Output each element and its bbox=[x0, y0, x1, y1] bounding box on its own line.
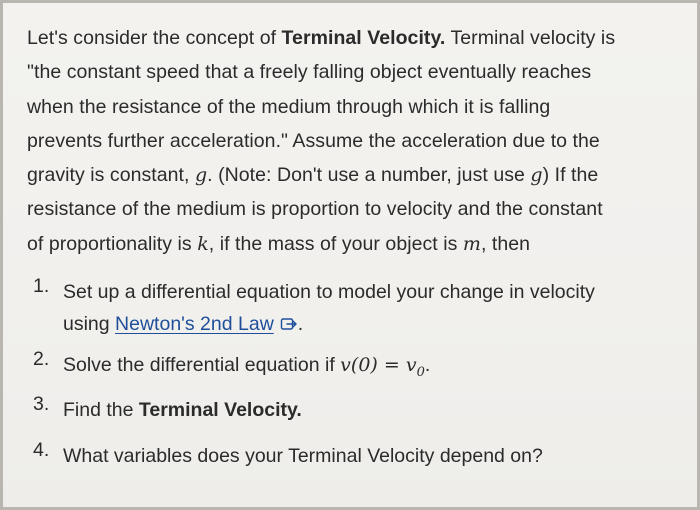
external-link-icon[interactable] bbox=[280, 309, 298, 343]
intro-line-2: "the constant speed that a freely falling object eventually reaches bbox=[27, 61, 592, 84]
list-text: Find the Terminal Velocity. bbox=[63, 399, 302, 421]
math-g: g bbox=[530, 164, 543, 187]
list-number: 1. bbox=[33, 275, 50, 297]
math-k: k bbox=[197, 232, 209, 255]
term-terminal-velocity: Terminal Velocity. bbox=[281, 27, 446, 49]
list-text-continued: using Newton's 2nd Law . bbox=[63, 307, 303, 343]
math-g: g bbox=[194, 164, 208, 187]
list-number: 4. bbox=[33, 439, 50, 461]
initial-condition-math: $v(0) = v_0$ bbox=[340, 354, 425, 380]
list-number: 2. bbox=[33, 348, 50, 370]
list-text: What variables does your Terminal Velocity depend on? bbox=[63, 445, 543, 467]
intro-line-4: prevents further acceleration." Assume the acceleration due to the bbox=[27, 129, 600, 152]
intro-line-1: Let's consider the concept of Terminal Velocity. Terminal velocity is bbox=[27, 27, 616, 49]
newtons-2nd-law-link[interactable]: Newton's 2nd Law bbox=[115, 313, 274, 335]
list-number: 3. bbox=[33, 393, 50, 415]
intro-line-3: when the resistance of the medium through which it is falling bbox=[27, 95, 551, 118]
intro-line-7: of proportionality is k, if the mass of your object is m, then bbox=[27, 232, 531, 255]
intro-line-5: gravity is constant, g. (Note: Don't use a number, just use g) If the bbox=[27, 164, 599, 187]
list-text: Set up a differential equation to model your change in velocity bbox=[63, 281, 595, 303]
list-text: Solve the differential equation if $v(0) = v_0$. bbox=[63, 354, 431, 380]
intro-paragraph bbox=[27, 21, 687, 261]
intro-line-6: resistance of the medium is proportion to velocity and the constant bbox=[27, 198, 603, 221]
math-m: m bbox=[462, 232, 481, 255]
term-terminal-velocity: Terminal Velocity. bbox=[138, 399, 302, 421]
